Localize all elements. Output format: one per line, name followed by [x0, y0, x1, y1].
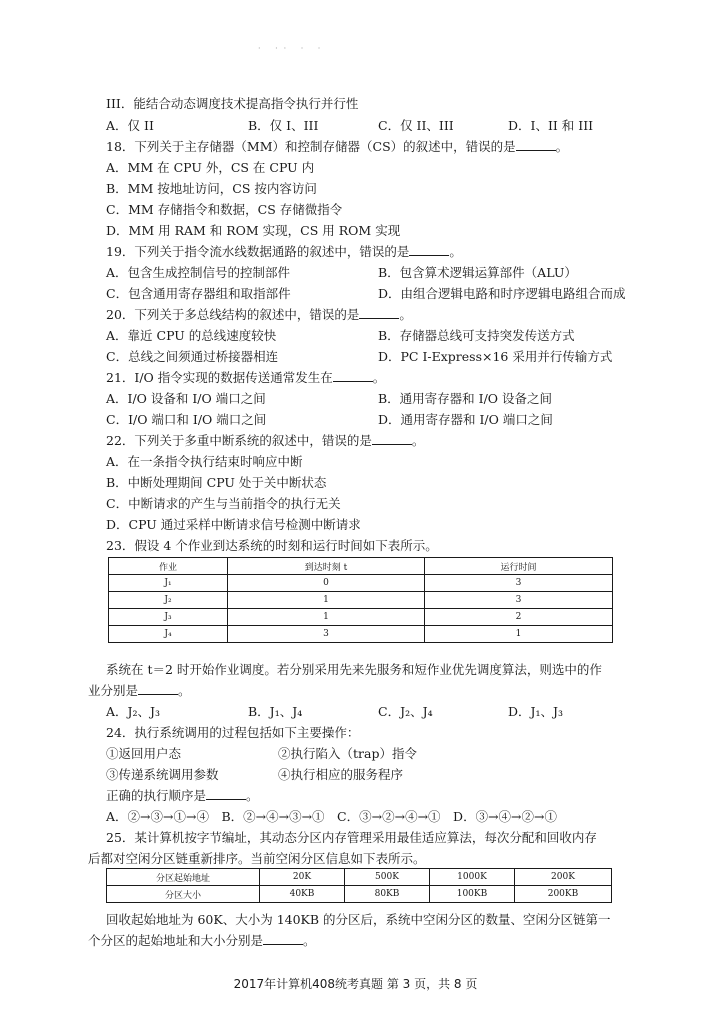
table-cell: 40KB [260, 886, 345, 903]
table-row [107, 886, 612, 903]
table-cell: 1 [228, 592, 425, 609]
table-cell: 2 [425, 609, 613, 626]
q17-option-c: C．仅 II、III [378, 118, 454, 133]
scan-specks: · ·· · · [258, 44, 327, 53]
table-row [109, 626, 613, 643]
q24-step-3: ③传递系统调用参数 [106, 767, 219, 782]
question-21: 21．I/O 指令实现的数据传送通常发生在 。 [106, 370, 386, 385]
q18-option-d: D．MM 用 RAM 和 ROM 实现，CS 用 ROM 实现 [106, 223, 401, 238]
question-23: 23．假设 4 个作业到达系统的时刻和运行时间如下表所示。 [106, 538, 438, 553]
question-18: 18．下列关于主存储器（MM）和控制存储器（CS）的叙述中，错误的是 。 [106, 139, 569, 154]
question-20: 20．下列关于多总线结构的叙述中，错误的是 。 [106, 307, 412, 322]
table-cell: 1000K [430, 869, 515, 886]
q23-option-d: D．J₁、J₃ [508, 704, 564, 719]
table-row [107, 869, 612, 886]
q18-option-a: A．MM 在 CPU 外，CS 在 CPU 内 [106, 160, 315, 175]
q23-option-a: A．J₂、J₃ [106, 704, 161, 719]
table-header: 到达时刻 t [228, 558, 425, 575]
q24-step-2: ②执行陷入（trap）指令 [278, 746, 417, 761]
question-19: 19．下列关于指令流水线数据通路的叙述中，错误的是 。 [106, 244, 462, 259]
q20-option-b: B．存储器总线可支持突发传送方式 [378, 328, 575, 343]
table-cell: 100KB [430, 886, 515, 903]
table-cell: J₄ [109, 626, 228, 643]
q22-option-a: A．在一条指令执行结束时响应中断 [106, 454, 303, 469]
q24-options: A．②→③→①→④ B．②→④→③→① C．③→②→④→① D．③→④→②→① [106, 809, 557, 824]
table-row [109, 592, 613, 609]
table-cell: 20K [260, 869, 345, 886]
q25-text-line4: 个分区的起始地址和大小分别是 。 [88, 933, 316, 948]
table-row [109, 575, 613, 592]
q23-text-line2: 业分别是 。 [88, 683, 191, 698]
question-25: 25．某计算机按字节编址，其动态分区内存管理采用最佳适应算法，每次分配和回收内存 [106, 830, 597, 845]
q24-order-prompt: 正确的执行顺序是 。 [106, 788, 259, 803]
table-cell: 0 [228, 575, 425, 592]
table-header: 运行时间 [425, 558, 613, 575]
table-header: 作业 [109, 558, 228, 575]
statement-iii: III．能结合动态调度技术提高指令执行并行性 [106, 96, 359, 111]
q21-option-b: B．通用寄存器和 I/O 设备之间 [378, 391, 553, 406]
q20-option-c: C．总线之间须通过桥接器相连 [106, 349, 279, 364]
q23-option-b: B．J₁、J₄ [248, 704, 303, 719]
table-cell: 200KB [515, 886, 612, 903]
table-header-row [109, 558, 613, 575]
question-24: 24．执行系统调用的过程包括如下主要操作： [106, 725, 360, 740]
table-cell: 3 [425, 575, 613, 592]
table-cell: 3 [228, 626, 425, 643]
q22-option-c: C．中断请求的产生与当前指令的执行无关 [106, 496, 341, 511]
q18-option-b: B．MM 按地址访问，CS 按内容访问 [106, 181, 317, 196]
q21-option-c: C．I/O 端口和 I/O 端口之间 [106, 412, 267, 427]
q24-step-4: ④执行相应的服务程序 [278, 767, 404, 782]
partition-table [106, 868, 612, 903]
q22-option-b: B．中断处理期间 CPU 处于关中断状态 [106, 475, 327, 490]
q19-option-d: D．由组合逻辑电路和时序逻辑电路组合而成 [378, 286, 626, 301]
q23-text-line1: 系统在 t＝2 时开始作业调度。若分别采用先来先服务和短作业优先调度算法，则选中的作 [106, 662, 602, 677]
q20-option-a: A．靠近 CPU 的总线速度较快 [106, 328, 277, 343]
table-row [109, 609, 613, 626]
q19-option-c: C．包含通用寄存器组和取指部件 [106, 286, 291, 301]
job-table [108, 557, 613, 643]
question-22: 22．下列关于多重中断系统的叙述中，错误的是 。 [106, 433, 425, 448]
q19-option-b: B．包含算术逻辑运算部件（ALU） [378, 265, 577, 280]
q21-option-a: A．I/O 设备和 I/O 端口之间 [106, 391, 266, 406]
table-cell: 500K [345, 869, 430, 886]
table-cell: J₁ [109, 575, 228, 592]
q17-option-b: B．仅 I、III [248, 118, 319, 133]
q22-option-d: D．CPU 通过采样中断请求信号检测中断请求 [106, 517, 361, 532]
q19-option-a: A．包含生成控制信号的控制部件 [106, 265, 291, 280]
page-footer: 2017年计算机408统考真题 第 3 页，共 8 页 [233, 977, 478, 991]
table-cell: 80KB [345, 886, 430, 903]
table-cell: 200K [515, 869, 612, 886]
table-cell: J₃ [109, 609, 228, 626]
q25-text-line2: 后都对空闲分区链重新排序。当前空闲分区信息如下表所示。 [88, 851, 426, 866]
table-cell: 1 [425, 626, 613, 643]
table-cell: 1 [228, 609, 425, 626]
q23-option-c: C．J₂、J₄ [378, 704, 433, 719]
q25-text-line3: 回收起始地址为 60K、大小为 140KB 的分区后，系统中空闲分区的数量、空闲分区链第一 [106, 912, 611, 927]
table-cell: J₂ [109, 592, 228, 609]
q17-option-a: A．仅 II [106, 118, 154, 133]
q18-option-c: C．MM 存储指令和数据，CS 存储微指令 [106, 202, 343, 217]
table-cell: 3 [425, 592, 613, 609]
q24-step-1: ①返回用户态 [106, 746, 182, 761]
table-header: 分区起始地址 [107, 869, 260, 886]
q20-option-d: D．PC I-Express×16 采用并行传输方式 [378, 349, 613, 364]
q17-option-d: D．I、II 和 III [508, 118, 594, 133]
q21-option-d: D．通用寄存器和 I/O 端口之间 [378, 412, 553, 427]
table-header: 分区大小 [107, 886, 260, 903]
